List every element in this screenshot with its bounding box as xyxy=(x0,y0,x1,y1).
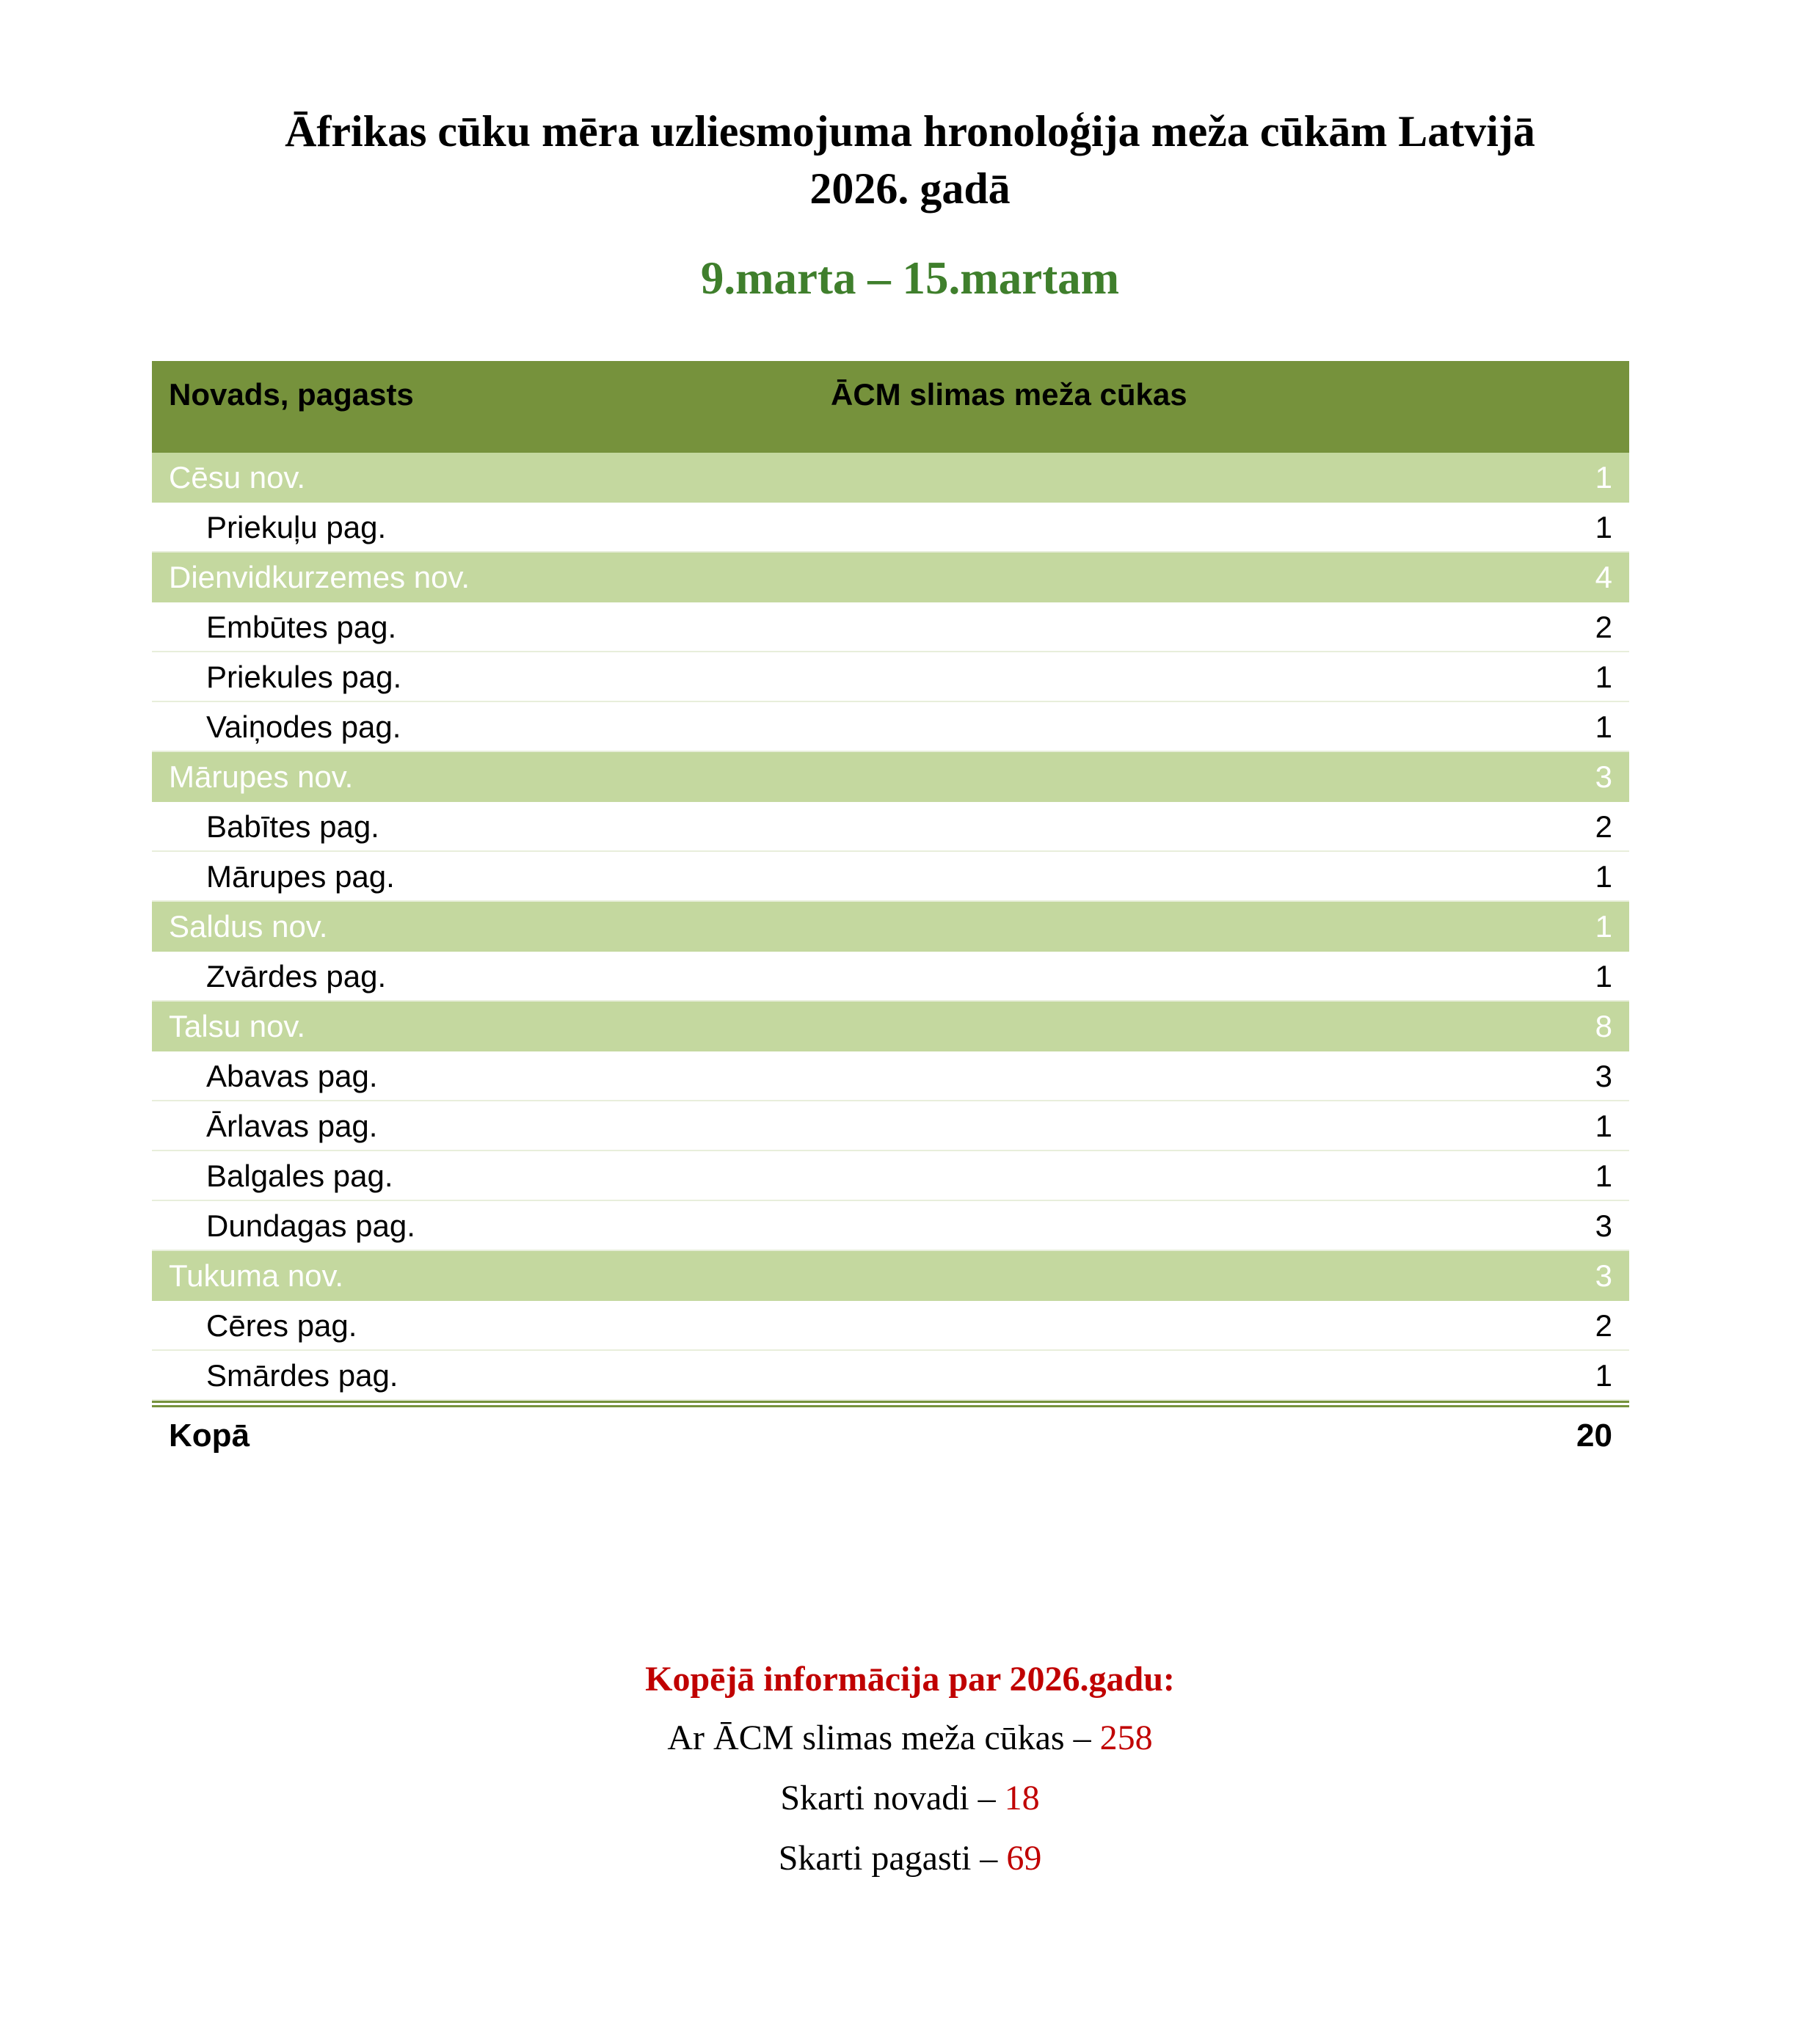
title-line-2: 2026. gadā xyxy=(809,164,1011,213)
table-row-pagasts xyxy=(152,1101,1629,1151)
table-row-pagasts xyxy=(152,602,1629,652)
table-row-pagasts xyxy=(152,1151,1629,1201)
row-name: Embūtes pag. xyxy=(206,610,397,644)
row-name: Mārupes pag. xyxy=(206,859,395,894)
table-row-pagasts xyxy=(152,503,1629,553)
row-name: Dundagas pag. xyxy=(206,1208,415,1243)
row-name: Mārupes nov. xyxy=(169,759,354,794)
row-value: 1 xyxy=(1595,959,1612,993)
row-value: 1 xyxy=(1595,1109,1612,1143)
summary-section xyxy=(0,1651,1820,1889)
summary-label: Skarti novadi – xyxy=(780,1779,1005,1817)
table-row-pagasts xyxy=(152,952,1629,1002)
row-value: 1 xyxy=(1595,909,1612,944)
row-value: 1 xyxy=(1595,1358,1612,1393)
total-label: Kopā xyxy=(169,1418,250,1454)
row-name: Babītes pag. xyxy=(206,809,379,844)
row-value: 2 xyxy=(1595,610,1612,644)
summary-value: 258 xyxy=(1099,1718,1153,1757)
table-row-pagasts xyxy=(152,1351,1629,1401)
header-region: Novads, pagasts xyxy=(169,377,414,412)
row-name: Saldus nov. xyxy=(169,909,328,944)
table-row-pagasts xyxy=(152,652,1629,702)
row-name: Abavas pag. xyxy=(206,1059,378,1093)
table-header xyxy=(152,361,1629,453)
row-value: 1 xyxy=(1595,460,1612,495)
table-total-row xyxy=(152,1407,1629,1462)
row-name: Talsu nov. xyxy=(169,1009,305,1043)
summary-line-pagasti xyxy=(0,1828,1820,1889)
row-name: Dienvidkurzemes nov. xyxy=(169,560,470,594)
document-title xyxy=(0,103,1820,217)
row-value: 3 xyxy=(1595,1208,1612,1243)
row-value: 2 xyxy=(1595,1308,1612,1343)
row-name: Vaiņodes pag. xyxy=(206,710,401,744)
row-name: Priekuļu pag. xyxy=(206,510,387,544)
row-value: 2 xyxy=(1595,809,1612,844)
row-name: Ārlavas pag. xyxy=(206,1109,378,1143)
table-row-pagasts xyxy=(152,702,1629,752)
summary-label: Skarti pagasti – xyxy=(778,1839,1007,1878)
row-value: 3 xyxy=(1595,759,1612,794)
row-name: Cēres pag. xyxy=(206,1308,357,1343)
row-value: 1 xyxy=(1595,859,1612,894)
row-value: 8 xyxy=(1595,1009,1612,1043)
table-row-novads xyxy=(152,453,1629,503)
table-row-novads xyxy=(152,1002,1629,1051)
row-value: 1 xyxy=(1595,510,1612,544)
table-row-novads xyxy=(152,553,1629,602)
row-name: Balgales pag. xyxy=(206,1159,393,1193)
summary-line-cases xyxy=(0,1708,1820,1768)
table-row-pagasts xyxy=(152,1051,1629,1101)
summary-value: 18 xyxy=(1004,1779,1040,1817)
cases-table xyxy=(152,361,1629,1462)
total-value: 20 xyxy=(1576,1418,1612,1454)
table-row-pagasts xyxy=(152,802,1629,852)
row-value: 3 xyxy=(1595,1258,1612,1293)
total-divider xyxy=(152,1401,1629,1407)
row-value: 1 xyxy=(1595,660,1612,694)
table-row-novads xyxy=(152,752,1629,802)
summary-line-novadi xyxy=(0,1768,1820,1828)
title-line-1: Āfrikas cūku mēra uzliesmojuma hronoloģija meža cūkām Latvijā xyxy=(285,107,1535,156)
row-value: 4 xyxy=(1595,560,1612,594)
table-row-novads xyxy=(152,1251,1629,1301)
table-row-novads xyxy=(152,902,1629,952)
date-range-subtitle: 9.marta – 15.martam xyxy=(700,252,1120,304)
row-value: 3 xyxy=(1595,1059,1612,1093)
header-cases: ĀCM slimas meža cūkas xyxy=(831,377,1187,412)
row-name: Cēsu nov. xyxy=(169,460,305,495)
summary-heading: Kopējā informācija par 2026.gadu: xyxy=(645,1660,1175,1699)
row-name: Priekules pag. xyxy=(206,660,402,694)
row-name: Smārdes pag. xyxy=(206,1358,398,1393)
row-value: 1 xyxy=(1595,710,1612,744)
table-row-pagasts xyxy=(152,1201,1629,1251)
summary-label: Ar ĀCM slimas meža cūkas – xyxy=(667,1718,1100,1757)
table-row-pagasts xyxy=(152,1301,1629,1351)
row-name: Tukuma nov. xyxy=(169,1258,344,1293)
row-name: Zvārdes pag. xyxy=(206,959,387,993)
table-row-pagasts xyxy=(152,852,1629,902)
row-value: 1 xyxy=(1595,1159,1612,1193)
summary-value: 69 xyxy=(1006,1839,1042,1878)
